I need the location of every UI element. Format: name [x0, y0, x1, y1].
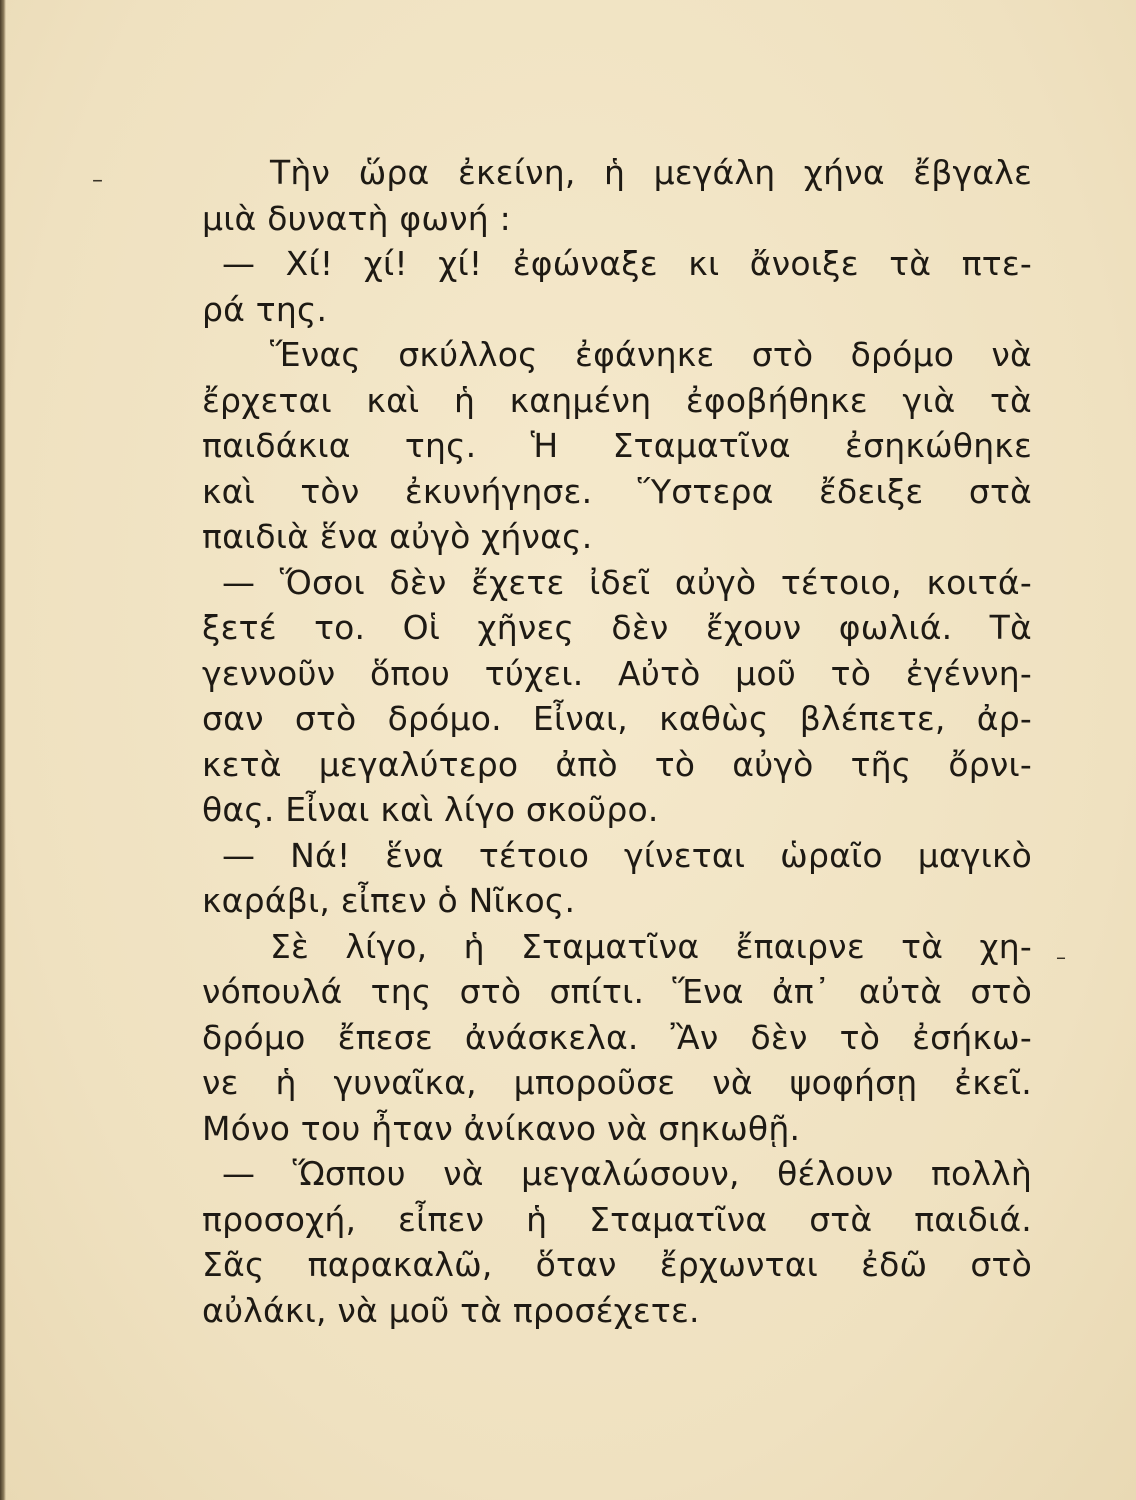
text-line: — Ὥσπου νὰ μεγαλώσουν, θέλουν πολλὴ	[222, 1154, 1032, 1193]
page-text	[202, 150, 1032, 1333]
margin-dash-mark-right: –	[1056, 945, 1066, 969]
text-line: παιδάκια της. Ἡ Σταματῖνα ἐσηκώθηκε	[202, 426, 1032, 465]
text-line: — Χί! χί! χί! ἐφώναξε κι ἄνοιξε τὰ πτε-	[222, 244, 1032, 283]
text-line: νε ἡ γυναῖκα, μποροῦσε νὰ ψοφήσῃ ἐκεῖ.	[202, 1063, 1032, 1102]
text-line: γεννοῦν ὅπου τύχει. Αὐτὸ μοῦ τὸ ἐγέννη-	[202, 653, 1032, 693]
text-line: Σὲ λίγο, ἡ Σταματῖνα ἔπαιρνε τὰ χη-	[270, 926, 1032, 966]
text-line: Σᾶς παρακαλῶ, ὅταν ἔρχωνται ἐδῶ στὸ	[202, 1245, 1032, 1284]
text-line: παιδιὰ ἕνα αὐγὸ χήνας.	[202, 517, 593, 556]
text-line: θας. Εἶναι καὶ λίγο σκοῦρο.	[202, 790, 659, 829]
text-line: καράβι, εἶπεν ὁ Νῖκος.	[202, 881, 576, 920]
text-line: κετὰ μεγαλύτερο ἀπὸ τὸ αὐγὸ τῆς ὄρνι-	[202, 744, 1032, 784]
page-binding-edge	[0, 0, 6, 1500]
margin-dash-mark: –	[92, 168, 103, 193]
text-line: νόπουλά της στὸ σπίτι. Ἕνα ἀπ᾿ αὐτὰ στὸ	[202, 972, 1032, 1011]
text-line: ἔρχεται καὶ ἡ καημένη ἐφοβήθηκε γιὰ τὰ	[202, 380, 1032, 420]
text-line: — Νά! ἕνα τέτοιο γίνεται ὡραῖο μαγικὸ	[222, 835, 1032, 875]
text-line: ρά της.	[202, 289, 328, 329]
text-line: Μόνο του ἦταν ἀνίκανο νὰ σηκωθῇ.	[202, 1108, 801, 1148]
text-line: μιὰ δυνατὴ φωνή :	[202, 198, 511, 238]
text-line: Ἕνας σκύλλος ἐφάνηκε στὸ δρόμο νὰ	[270, 335, 1032, 374]
text-line: προσοχή, εἶπεν ἡ Σταματῖνα στὰ παιδιά.	[202, 1199, 1032, 1239]
text-line: αὐλάκι, νὰ μοῦ τὰ προσέχετε.	[202, 1290, 700, 1330]
text-line: καὶ τὸν ἐκυνήγησε. Ὕστερα ἔδειξε στὰ	[202, 471, 1032, 511]
text-line: ξετέ το. Οἱ χῆνες δὲν ἔχουν φωλιά. Τὰ	[202, 608, 1032, 647]
text-line: σαν στὸ δρόμο. Εἶναι, καθὼς βλέπετε, ἀρ-	[202, 699, 1032, 738]
text-line: Τὴν ὥρα ἐκείνη, ἡ μεγάλη χήνα ἔβγαλε	[270, 153, 1032, 192]
text-line: — Ὅσοι δὲν ἔχετε ἰδεῖ αὐγὸ τέτοιο, κοιτά-	[222, 562, 1032, 602]
text-line: δρόμο ἔπεσε ἀνάσκελα. Ἂν δὲν τὸ ἐσήκω-	[202, 1017, 1032, 1057]
